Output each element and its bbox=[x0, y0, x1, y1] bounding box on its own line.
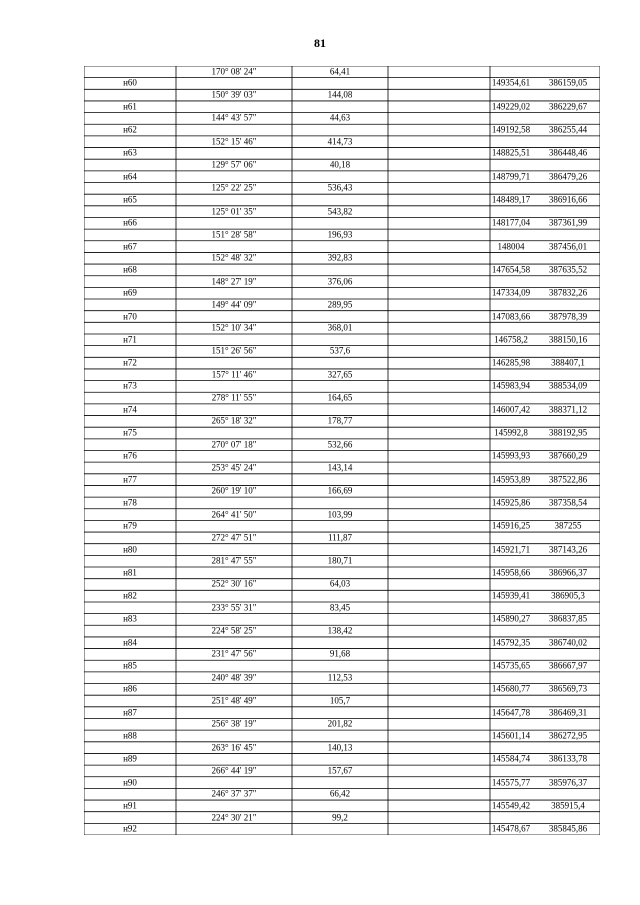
point-name-cell: н80 bbox=[123, 544, 137, 555]
x-coordinate-cell: 145601,14 bbox=[491, 730, 531, 741]
x-coordinate-cell: 145925,86 bbox=[491, 497, 531, 508]
x-coordinate-cell: 147083,66 bbox=[491, 311, 531, 321]
distance-cell: 144,08 bbox=[327, 89, 353, 100]
y-coordinate-cell: 386569,73 bbox=[548, 683, 588, 694]
distance-cell: 376,06 bbox=[327, 276, 353, 287]
point-name-cell: н67 bbox=[123, 241, 137, 252]
y-coordinate-cell: 386916,66 bbox=[548, 194, 588, 205]
x-coordinate-cell: 148177,04 bbox=[491, 217, 531, 228]
x-coordinate-cell: 145958,66 bbox=[491, 567, 531, 578]
y-coordinate-cell: 387660,29 bbox=[548, 450, 588, 461]
y-coordinate-cell: 387456,01 bbox=[548, 241, 588, 252]
point-name-cell: н90 bbox=[123, 777, 137, 788]
x-coordinate-cell: 145953,89 bbox=[491, 474, 531, 485]
distance-cell: 111,87 bbox=[327, 532, 353, 543]
page-number: 81 bbox=[314, 36, 326, 50]
distance-cell: 537,6 bbox=[329, 345, 351, 356]
point-name-cell: н86 bbox=[123, 683, 137, 694]
direction-cell: 251° 48' 49" bbox=[211, 695, 257, 706]
point-name-cell: н76 bbox=[123, 450, 137, 461]
direction-cell: 256° 38' 19" bbox=[211, 718, 257, 729]
x-coordinate-cell: 145647,78 bbox=[491, 707, 531, 718]
distance-cell: 196,93 bbox=[327, 229, 353, 240]
y-coordinate-cell: 386272,95 bbox=[548, 730, 588, 741]
direction-cell: 129° 57' 06" bbox=[211, 159, 257, 170]
x-coordinate-cell: 145792,35 bbox=[491, 637, 531, 648]
point-name-cell: н74 bbox=[123, 404, 137, 415]
y-coordinate-cell: 386469,31 bbox=[548, 707, 588, 718]
direction-cell: 240° 48' 39" bbox=[211, 672, 257, 683]
direction-cell: 278° 11' 55" bbox=[211, 392, 257, 403]
x-coordinate-cell: 148799,71 bbox=[491, 171, 531, 182]
direction-cell: 152° 10' 34" bbox=[211, 322, 257, 333]
y-coordinate-cell: 386133,78 bbox=[548, 753, 588, 764]
point-name-cell: н71 bbox=[123, 334, 137, 345]
direction-cell: 264° 41' 50" bbox=[211, 509, 257, 520]
x-coordinate-cell: 145575,77 bbox=[491, 777, 531, 788]
y-coordinate-cell: 386255,44 bbox=[548, 124, 588, 135]
y-coordinate-cell: 385976,37 bbox=[548, 777, 588, 788]
point-name-cell: н79 bbox=[123, 520, 137, 531]
direction-cell: 157° 11' 46" bbox=[211, 369, 257, 380]
point-name-cell: н62 bbox=[123, 124, 137, 135]
point-name-cell: н61 bbox=[123, 101, 137, 112]
direction-cell: 148° 27' 19" bbox=[211, 276, 257, 287]
y-coordinate-cell: 385845,86 bbox=[548, 823, 588, 834]
x-coordinate-cell: 145478,67 bbox=[491, 823, 531, 834]
x-coordinate-cell: 149354,61 bbox=[491, 77, 531, 88]
point-name-cell: н87 bbox=[123, 707, 137, 718]
direction-cell: 150° 39' 03" bbox=[211, 89, 257, 100]
distance-cell: 368,01 bbox=[327, 322, 353, 333]
direction-cell: 152° 15' 46" bbox=[211, 136, 257, 147]
point-name-cell: н66 bbox=[123, 217, 137, 228]
x-coordinate-cell: 145921,71 bbox=[491, 544, 531, 555]
point-name-cell: н91 bbox=[123, 800, 137, 811]
distance-cell: 140,13 bbox=[327, 742, 353, 753]
x-coordinate-cell: 148825,51 bbox=[491, 147, 531, 158]
distance-cell: 44,63 bbox=[329, 112, 351, 123]
distance-cell: 64,41 bbox=[329, 66, 351, 77]
point-name-cell: н92 bbox=[123, 823, 137, 834]
direction-cell: 272° 47' 51" bbox=[211, 532, 257, 543]
direction-cell: 263° 16' 45" bbox=[211, 742, 257, 753]
direction-cell: 260° 19' 10" bbox=[211, 485, 257, 496]
point-name-cell: н70 bbox=[123, 311, 137, 321]
direction-cell: 151° 26' 56" bbox=[211, 345, 257, 356]
distance-cell: 103,99 bbox=[327, 509, 353, 520]
distance-cell: 99,2 bbox=[332, 812, 348, 823]
direction-cell: 125° 01' 35" bbox=[211, 206, 257, 217]
y-coordinate-cell: 387255 bbox=[554, 520, 582, 531]
x-coordinate-cell: 145983,94 bbox=[491, 380, 531, 391]
point-name-cell: н77 bbox=[123, 474, 137, 485]
point-name-cell: н83 bbox=[123, 613, 137, 624]
direction-cell: 253° 45' 24" bbox=[211, 462, 257, 473]
x-coordinate-cell: 145916,25 bbox=[491, 520, 531, 531]
x-coordinate-cell: 146007,42 bbox=[491, 404, 531, 415]
distance-cell: 327,65 bbox=[327, 369, 353, 380]
point-name-cell: н64 bbox=[123, 171, 137, 182]
y-coordinate-cell: 387978,39 bbox=[548, 311, 588, 321]
point-name-cell: н73 bbox=[123, 380, 137, 391]
point-name-cell: н60 bbox=[123, 77, 137, 88]
distance-cell: 414,73 bbox=[327, 136, 353, 147]
y-coordinate-cell: 386837,85 bbox=[548, 613, 588, 624]
y-coordinate-cell: 387143,26 bbox=[548, 544, 588, 555]
point-name-cell: н75 bbox=[123, 427, 137, 438]
x-coordinate-cell: 145735,65 bbox=[491, 660, 531, 671]
distance-cell: 138,42 bbox=[327, 625, 353, 636]
direction-cell: 224° 30' 21" bbox=[211, 812, 257, 823]
distance-cell: 157,67 bbox=[327, 765, 353, 776]
y-coordinate-cell: 388407,1 bbox=[551, 357, 585, 368]
direction-cell: 265° 18' 32" bbox=[211, 415, 257, 426]
direction-cell: 151° 28' 58" bbox=[211, 229, 257, 240]
point-name-cell: н72 bbox=[123, 357, 137, 368]
y-coordinate-cell: 386905,3 bbox=[551, 590, 585, 601]
x-coordinate-cell: 147334,09 bbox=[491, 287, 531, 298]
y-coordinate-cell: 386448,46 bbox=[548, 147, 588, 158]
y-coordinate-cell: 387358,54 bbox=[548, 497, 588, 508]
x-coordinate-cell: 145890,27 bbox=[491, 613, 531, 624]
x-coordinate-cell: 145584,74 bbox=[491, 753, 531, 764]
y-coordinate-cell: 388371,12 bbox=[548, 404, 588, 415]
distance-cell: 40,18 bbox=[329, 159, 351, 170]
direction-cell: 252° 30' 16" bbox=[211, 578, 257, 589]
distance-cell: 164,65 bbox=[327, 392, 353, 403]
coordinates-table bbox=[84, 66, 600, 835]
x-coordinate-cell: 145939,41 bbox=[491, 590, 531, 601]
point-name-cell: н82 bbox=[123, 590, 137, 601]
distance-cell: 532,66 bbox=[327, 439, 353, 450]
y-coordinate-cell: 386740,02 bbox=[548, 637, 588, 648]
y-coordinate-cell: 386966,37 bbox=[548, 567, 588, 578]
y-coordinate-cell: 387522,86 bbox=[548, 474, 588, 485]
distance-cell: 91,68 bbox=[329, 648, 351, 659]
distance-cell: 83,45 bbox=[329, 602, 351, 613]
direction-cell: 270° 07' 18" bbox=[211, 439, 257, 450]
point-name-cell: н65 bbox=[123, 194, 137, 205]
distance-cell: 392,83 bbox=[327, 252, 353, 263]
distance-cell: 66,42 bbox=[329, 788, 351, 799]
distance-cell: 289,95 bbox=[327, 299, 353, 310]
y-coordinate-cell: 387361,99 bbox=[548, 217, 588, 228]
point-name-cell: н78 bbox=[123, 497, 137, 508]
y-coordinate-cell: 386479,26 bbox=[548, 171, 588, 182]
y-coordinate-cell: 387635,52 bbox=[548, 264, 588, 275]
y-coordinate-cell: 386667,97 bbox=[548, 660, 588, 671]
x-coordinate-cell: 145680,77 bbox=[491, 683, 531, 694]
y-coordinate-cell: 386229,67 bbox=[548, 101, 588, 112]
direction-cell: 224° 58' 25" bbox=[211, 625, 257, 636]
x-coordinate-cell: 149229,02 bbox=[491, 101, 531, 112]
x-coordinate-cell: 148004 bbox=[497, 241, 525, 252]
x-coordinate-cell: 145549,42 bbox=[491, 800, 531, 811]
distance-cell: 536,43 bbox=[327, 182, 353, 193]
distance-cell: 64,03 bbox=[329, 578, 351, 589]
point-name-cell: н89 bbox=[123, 753, 137, 764]
point-name-cell: н69 bbox=[123, 287, 137, 298]
x-coordinate-cell: 149192,58 bbox=[491, 124, 531, 135]
y-coordinate-cell: 385915,4 bbox=[551, 800, 585, 811]
point-name-cell: н85 bbox=[123, 660, 137, 671]
direction-cell: 266° 44' 19" bbox=[211, 765, 257, 776]
distance-cell: 543,82 bbox=[327, 206, 353, 217]
point-name-cell: н68 bbox=[123, 264, 137, 275]
direction-cell: 144° 43' 57" bbox=[211, 112, 257, 123]
x-coordinate-cell: 145993,93 bbox=[491, 450, 531, 461]
x-coordinate-cell: 147654,58 bbox=[491, 264, 531, 275]
distance-cell: 166,69 bbox=[327, 485, 353, 496]
direction-cell: 233° 55' 31" bbox=[211, 602, 257, 613]
y-coordinate-cell: 387832,26 bbox=[548, 287, 588, 298]
x-coordinate-cell: 148489,17 bbox=[491, 194, 531, 205]
distance-cell: 201,82 bbox=[327, 718, 353, 729]
distance-cell: 143,14 bbox=[327, 462, 353, 473]
direction-cell: 125° 22' 25" bbox=[211, 182, 257, 193]
y-coordinate-cell: 388192,95 bbox=[548, 427, 588, 438]
distance-cell: 105,7 bbox=[329, 695, 351, 706]
point-name-cell: н63 bbox=[123, 147, 137, 158]
point-name-cell: н81 bbox=[123, 567, 137, 578]
point-name-cell: н88 bbox=[123, 730, 137, 741]
x-coordinate-cell: 146758,2 bbox=[494, 334, 528, 345]
distance-cell: 180,71 bbox=[327, 555, 353, 566]
distance-cell: 178,77 bbox=[327, 415, 353, 426]
x-coordinate-cell: 145992,8 bbox=[494, 427, 528, 438]
point-name-cell: н84 bbox=[123, 637, 137, 648]
direction-cell: 170° 08' 24" bbox=[211, 66, 257, 77]
y-coordinate-cell: 388150,16 bbox=[548, 334, 588, 345]
y-coordinate-cell: 388534,09 bbox=[548, 380, 588, 391]
direction-cell: 281° 47' 55" bbox=[211, 555, 257, 566]
direction-cell: 152° 48' 32" bbox=[211, 252, 257, 263]
direction-cell: 231° 47' 56" bbox=[211, 648, 257, 659]
distance-cell: 112,53 bbox=[327, 672, 353, 683]
y-coordinate-cell: 386159,05 bbox=[548, 77, 588, 88]
direction-cell: 149° 44' 09" bbox=[211, 299, 257, 310]
direction-cell: 246° 37' 37" bbox=[211, 788, 257, 799]
x-coordinate-cell: 146285,98 bbox=[491, 357, 531, 368]
